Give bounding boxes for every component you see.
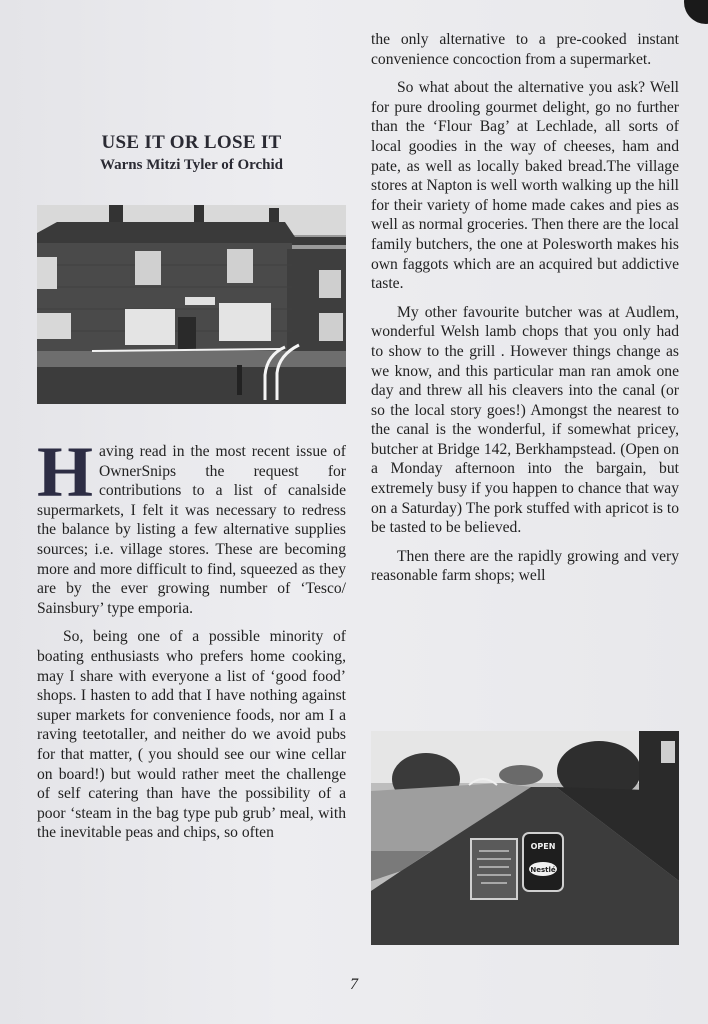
canal-towpath-photo <box>371 731 679 945</box>
intro-paragraph <box>37 432 346 618</box>
intro-paragraph-text: aving read in the most recent issue of OwnerSnips the request for contributions to a list of canalside supermarkets, I felt it was necessary to redress the balance by listing a few alternative supplies sources; i.e. village stores. These are becoming more and more difficult to find, squeezed as they are by the ever growing number of ‘Tesco/ Sainsbury’ type emporia. <box>37 443 346 617</box>
right-column <box>371 30 679 595</box>
article-subhead: Warns Mitzi Tyler of Orchid <box>99 157 284 173</box>
sign-brand-label: Nestlé <box>530 866 556 874</box>
body-paragraph: Then there are the rapidly growing and very reasonable farm shops; well <box>371 547 679 585</box>
article-headline: USE IT OR LOSE IT <box>101 132 282 153</box>
drop-cap: H <box>37 432 94 512</box>
page-corner-shadow <box>684 0 708 24</box>
left-column <box>37 30 346 852</box>
title-block <box>37 30 346 205</box>
right-column-text <box>371 30 679 586</box>
left-column-text <box>37 432 346 843</box>
page-number: 7 <box>350 976 358 993</box>
continued-paragraph: the only alternative to a pre-cooked instant convenience concoction from a supermarket. <box>371 31 679 68</box>
body-paragraph: So what about the alternative you ask? Well for pure drooling gourmet delight, go no further than the ‘Flour Bag’ at Lechlade, all sorts of local goodies in the way of cheeses, ham and pate, as well as locally baked bread.The village stores at Napton is well worth walking up the hill for their variety of home made cakes and pies as well as normal groceries. Then there are the local family butchers, the one at Polesworth makes his own faggots which are an acquired but addictive taste. <box>371 79 679 293</box>
body-paragraph: So, being one of a possible minority of boating enthusiasts who prefers home cooking, may I share with everyone a list of ‘good food’ shops. I hasten to add that I have nothing against super markets for convenience foods, nor am I a raving teetotaller, and neither do we avoid pubs for that matter, ( you should see our wine cellar on board!) but would rather meet the challenge of self catering than have the possibility of a poor ‘steam in the bag type pub grub’ meal, with the inevitable peas and chips, so often <box>37 628 346 842</box>
sign-open-label: OPEN <box>530 842 556 851</box>
body-paragraph: My other favourite butcher was at Audlem, wonderful Welsh lamb chops that you only had to show to the grill . However things change as we know, and this particular man ran amok one day and threw all his cleavers into the canal (or so the local story goes!) Amongst the nearest to the canal is the wonderful, if somewhat pricey, butcher at Bridge 142, Berkhampstead. (Open on a Monday afternoon into the bargain, but extremely busy if you happen to chance that way on a Saturday) The pork stuffed with apricot is to be tasted to be believed. <box>371 303 679 537</box>
village-store-photo <box>37 205 346 404</box>
